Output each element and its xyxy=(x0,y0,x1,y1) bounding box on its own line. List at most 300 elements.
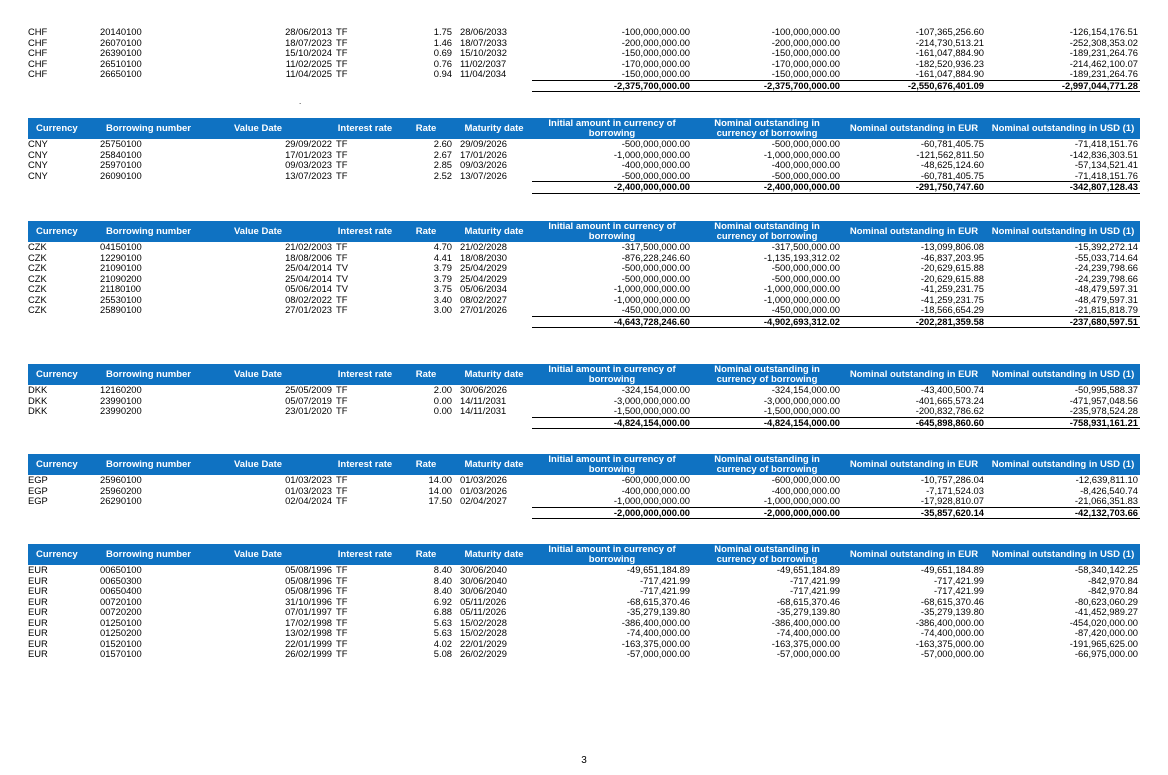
table-cell: 25960200 xyxy=(100,485,142,496)
table-row xyxy=(28,597,1140,608)
table-cell: -189,231,264.76 xyxy=(1069,69,1138,79)
total-cell: -237,680,597.51 xyxy=(986,316,1140,328)
table-cell: -68,615,370.46 xyxy=(626,596,690,607)
table-cell: -252,308,353.02 xyxy=(1069,37,1138,48)
column-header: Currency xyxy=(28,118,98,139)
empty-cell xyxy=(334,316,396,328)
total-row xyxy=(28,316,1140,328)
total-row xyxy=(28,507,1140,519)
table-cell: -43,400,500.74 xyxy=(920,385,984,395)
table-cell: -163,375,000.00 xyxy=(621,638,690,649)
column-header: Nominal outstanding in EUR xyxy=(842,364,986,385)
table-cell: -170,000,000.00 xyxy=(771,58,840,69)
table-cell: 15/10/2024 xyxy=(285,48,332,58)
table-cell: 26/02/2029 xyxy=(460,649,507,659)
table-cell: -214,730,513.21 xyxy=(915,37,984,48)
table-cell: -1,000,000,000.00 xyxy=(613,284,690,294)
table-cell: -50,995,588.37 xyxy=(1074,385,1138,395)
column-header: Rate xyxy=(396,544,456,565)
table-cell: -1,000,000,000.00 xyxy=(763,149,840,160)
table-cell: 01/03/2026 xyxy=(460,475,507,485)
table-cell: -876,228,246.60 xyxy=(621,252,690,263)
table-cell: -3,000,000,000.00 xyxy=(613,395,690,406)
table-cell: -17,928,810.07 xyxy=(920,496,984,506)
table-cell: 26070100 xyxy=(100,37,142,48)
empty-cell xyxy=(98,507,226,519)
table-row xyxy=(28,27,1140,38)
table-cell: -400,000,000.00 xyxy=(621,485,690,496)
table-row xyxy=(28,565,1140,576)
table-cell: TF xyxy=(336,305,348,316)
total-cell: -2,000,000,000.00 xyxy=(532,507,692,519)
table-cell: -200,832,786.62 xyxy=(915,406,984,416)
total-cell: -645,898,860.60 xyxy=(842,417,986,429)
empty-cell xyxy=(396,417,456,429)
table-row xyxy=(28,139,1140,150)
table-cell: 11/04/2034 xyxy=(460,69,507,80)
table-cell: 17/02/1998 xyxy=(285,617,332,628)
total-cell: -4,643,728,246.60 xyxy=(532,316,692,328)
table-cell: 0.00 xyxy=(433,406,452,417)
table-cell: 30/06/2040 xyxy=(460,586,507,596)
column-header: Initial amount in currency of borrowing xyxy=(532,221,692,242)
table-row xyxy=(28,607,1140,618)
table-cell: 17/01/2023 xyxy=(285,149,332,160)
column-header: Nominal outstanding in USD (1) xyxy=(986,544,1140,565)
table-cell: 2.67 xyxy=(433,149,452,160)
empty-cell xyxy=(226,80,334,92)
table-cell: -49,651,184.89 xyxy=(776,565,840,575)
table-cell: -500,000,000.00 xyxy=(771,170,840,181)
table-cell: 04150100 xyxy=(100,242,142,252)
table-cell: 31/10/1996 xyxy=(285,596,332,607)
empty-cell xyxy=(396,316,456,328)
table-cell: DKK xyxy=(28,406,48,417)
table-cell: -717,421.99 xyxy=(933,575,984,586)
table-cell: -500,000,000.00 xyxy=(621,273,690,284)
table-cell: -600,000,000.00 xyxy=(771,475,840,485)
table-cell: -55,033,714.64 xyxy=(1074,252,1138,263)
table-cell: -49,651,184.89 xyxy=(626,565,690,575)
table-cell: -41,259,231.75 xyxy=(920,294,984,305)
table-cell: TF xyxy=(336,149,348,160)
column-header: Rate xyxy=(396,364,456,385)
column-header: Nominal outstanding in USD (1) xyxy=(986,118,1140,139)
column-header: Nominal outstanding in currency of borrowing xyxy=(692,544,842,565)
table-cell: -500,000,000.00 xyxy=(621,139,690,149)
empty-cell xyxy=(334,417,396,429)
table-cell: EUR xyxy=(28,628,48,638)
table-cell: -150,000,000.00 xyxy=(621,69,690,79)
table-cell: -842,970.84 xyxy=(1087,575,1138,586)
column-header: Maturity date xyxy=(456,364,532,385)
table-cell: TF xyxy=(336,160,348,170)
table-cell: 2.00 xyxy=(433,385,452,395)
table-cell: 26650100 xyxy=(100,69,142,80)
table-cell: 01/03/2026 xyxy=(460,485,507,496)
table-cell: -35,279,139.80 xyxy=(776,607,840,617)
table-cell: 30/06/2040 xyxy=(460,575,507,586)
table-cell: TF xyxy=(336,628,348,638)
table-cell: -48,479,597.31 xyxy=(1074,284,1138,294)
table-cell: TF xyxy=(336,575,348,586)
table-cell: TF xyxy=(336,27,348,37)
table-cell: TF xyxy=(336,170,348,181)
table-cell: CNY xyxy=(28,160,48,170)
table-cell: 18/07/2033 xyxy=(460,37,507,48)
section-eur xyxy=(28,544,1140,660)
empty-cell xyxy=(226,182,334,194)
table-cell: 29/09/2026 xyxy=(460,139,507,149)
table-cell: -1,000,000,000.00 xyxy=(763,496,840,506)
table-cell: 28/06/2013 xyxy=(285,27,332,37)
table-row xyxy=(28,253,1140,264)
column-header: Interest rate xyxy=(334,221,396,242)
table-cell: 12160200 xyxy=(100,385,142,395)
column-header: Borrowing number xyxy=(98,454,226,475)
empty-cell xyxy=(456,417,532,429)
column-header: Interest rate xyxy=(334,544,396,565)
table-cell: -87,420,000.00 xyxy=(1074,628,1138,638)
table-cell: -1,500,000,000.00 xyxy=(763,406,840,416)
table-cell: -200,000,000.00 xyxy=(621,37,690,48)
section-chf xyxy=(28,27,1140,92)
table-cell: -121,562,811.50 xyxy=(916,149,984,160)
table-chf xyxy=(28,27,1140,92)
table-cell: -471,957,048.56 xyxy=(1069,395,1138,406)
total-cell: -4,824,154,000.00 xyxy=(692,417,842,429)
table-cell: TF xyxy=(336,37,348,48)
table-cell: 4.41 xyxy=(433,252,452,263)
table-cell: TF xyxy=(336,406,348,417)
table-cell: TF xyxy=(336,242,348,252)
table-row xyxy=(28,649,1140,660)
table-cell: 2.52 xyxy=(433,170,452,181)
table-cell: 23990200 xyxy=(100,406,142,417)
table-cell: -57,000,000.00 xyxy=(920,649,984,659)
section-dkk xyxy=(28,364,1140,429)
column-header: Nominal outstanding in currency of borrowing xyxy=(692,118,842,139)
total-cell: -2,550,676,401.09 xyxy=(842,80,986,92)
table-cell: 22/01/2029 xyxy=(460,638,507,649)
table-cell: 17/01/2026 xyxy=(460,149,507,160)
column-header: Borrowing number xyxy=(98,364,226,385)
column-header: Currency xyxy=(28,364,98,385)
table-cell: CHF xyxy=(28,27,48,37)
table-cell: -80,623,060.29 xyxy=(1074,596,1138,607)
table-cell: -126,154,176.51 xyxy=(1069,27,1138,37)
table-cell: 8.40 xyxy=(433,565,452,575)
table-cell: 20140100 xyxy=(100,27,142,37)
table-row xyxy=(28,171,1140,182)
table-eur xyxy=(28,544,1140,660)
table-cell: -68,615,370.46 xyxy=(920,596,984,607)
table-cell: 6.92 xyxy=(433,596,452,607)
table-cell: -717,421.99 xyxy=(639,586,690,596)
table-cell: -235,978,524.28 xyxy=(1069,406,1138,416)
table-cell: EUR xyxy=(28,617,48,628)
total-cell: -4,824,154,000.00 xyxy=(532,417,692,429)
table-cell: 08/02/2027 xyxy=(460,294,507,305)
table-cell: -1,000,000,000.00 xyxy=(763,294,840,305)
table-cell: 26510100 xyxy=(100,58,142,69)
table-cell: 18/07/2023 xyxy=(285,37,332,48)
total-cell: -42,132,703.66 xyxy=(986,507,1140,519)
table-cell: TF xyxy=(336,69,348,80)
table-cell: -450,000,000.00 xyxy=(771,305,840,315)
column-header: Currency xyxy=(28,544,98,565)
table-cell: -48,625,124.60 xyxy=(920,160,984,170)
table-cell: 8.40 xyxy=(433,586,452,596)
table-row xyxy=(28,385,1140,396)
table-cell: -500,000,000.00 xyxy=(771,273,840,284)
table-cell: -74,400,000.00 xyxy=(776,628,840,638)
table-cell: 11/04/2025 xyxy=(285,69,332,80)
table-cell: 21090200 xyxy=(100,273,142,284)
column-header: Nominal outstanding in USD (1) xyxy=(986,454,1140,475)
table-row xyxy=(28,396,1140,407)
table-cell: 0.76 xyxy=(433,58,452,69)
table-dkk xyxy=(28,364,1140,429)
table-cell: -386,400,000.00 xyxy=(915,617,984,628)
table-cell: -18,566,654.29 xyxy=(920,305,984,315)
table-row xyxy=(28,576,1140,587)
table-cell: -150,000,000.00 xyxy=(771,69,840,79)
table-cell: -41,452,989.27 xyxy=(1074,607,1138,617)
table-cell: -317,500,000.00 xyxy=(771,242,840,252)
empty-cell xyxy=(98,182,226,194)
section-egp xyxy=(28,454,1140,519)
table-cell: 14.00 xyxy=(428,485,452,496)
column-header: Rate xyxy=(396,454,456,475)
table-cell: 25/04/2029 xyxy=(460,263,507,273)
table-cell: -7,171,524.03 xyxy=(926,485,984,496)
column-header: Currency xyxy=(28,454,98,475)
total-row xyxy=(28,417,1140,429)
total-cell: -2,375,700,000.00 xyxy=(692,80,842,92)
total-cell: -2,000,000,000.00 xyxy=(692,507,842,519)
table-cell: CZK xyxy=(28,252,47,263)
table-cell: -24,239,798.66 xyxy=(1074,263,1138,273)
table-cell: -161,047,884.90 xyxy=(915,48,984,58)
table-cell: 23/01/2020 xyxy=(285,406,332,417)
column-header: Interest rate xyxy=(334,364,396,385)
table-cell: 25840100 xyxy=(100,149,142,160)
table-cell: -100,000,000.00 xyxy=(771,27,840,37)
table-cell: 21/02/2028 xyxy=(460,242,507,252)
table-cell: 25/04/2014 xyxy=(285,273,332,284)
table-cell: 18/08/2006 xyxy=(285,252,332,263)
table-cell: 25960100 xyxy=(100,475,142,485)
table-cell: 3.79 xyxy=(433,263,452,273)
table-cell: TF xyxy=(336,565,348,575)
column-header: Borrowing number xyxy=(98,544,226,565)
table-cell: 25890100 xyxy=(100,305,142,316)
table-row xyxy=(28,618,1140,629)
table-cell: -1,000,000,000.00 xyxy=(613,496,690,506)
table-cell: TF xyxy=(336,58,348,69)
table-cell: 27/01/2026 xyxy=(460,305,507,316)
table-cell: 00650100 xyxy=(100,565,142,575)
table-row xyxy=(28,305,1140,316)
table-cell: 27/01/2023 xyxy=(285,305,332,316)
table-cell: EUR xyxy=(28,575,48,586)
table-cell: 8.40 xyxy=(433,575,452,586)
table-cell: TF xyxy=(336,385,348,395)
table-cell: TV xyxy=(336,284,348,294)
table-row xyxy=(28,406,1140,417)
table-cell: -163,375,000.00 xyxy=(915,638,984,649)
table-cell: -214,462,100.07 xyxy=(1069,58,1138,69)
table-cell: 09/03/2023 xyxy=(285,160,332,170)
table-cell: TF xyxy=(336,607,348,617)
table-cell: TV xyxy=(336,263,348,273)
table-cell: -401,665,573.24 xyxy=(915,395,984,406)
table-cell: 01250100 xyxy=(100,617,142,628)
empty-cell xyxy=(396,182,456,194)
table-cell: 13/07/2026 xyxy=(460,170,507,181)
table-cell: 05/06/2034 xyxy=(460,284,507,294)
total-cell: -2,997,044,771.28 xyxy=(986,80,1140,92)
total-cell: -202,281,359.58 xyxy=(842,316,986,328)
column-header: Nominal outstanding in EUR xyxy=(842,454,986,475)
table-cell: CZK xyxy=(28,242,47,252)
table-cell: 05/08/1996 xyxy=(285,586,332,596)
table-cell: 0.94 xyxy=(433,69,452,80)
table-cell: -317,500,000.00 xyxy=(621,242,690,252)
table-cell: 25/04/2014 xyxy=(285,263,332,273)
table-cell: 1.46 xyxy=(433,37,452,48)
table-cell: EGP xyxy=(28,496,48,507)
empty-cell xyxy=(28,80,98,92)
table-cell: EUR xyxy=(28,586,48,596)
table-cell: 29/09/2022 xyxy=(285,139,332,149)
table-cell: -142,836,303.51 xyxy=(1069,149,1138,160)
table-cell: TF xyxy=(336,649,348,659)
table-cell: 26290100 xyxy=(100,496,142,507)
table-cell: 11/02/2025 xyxy=(285,58,332,69)
table-cell: -324,154,000.00 xyxy=(621,385,690,395)
table-cell: -1,000,000,000.00 xyxy=(613,149,690,160)
table-cell: -600,000,000.00 xyxy=(621,475,690,485)
table-cell: DKK xyxy=(28,385,48,395)
table-cell: 5.08 xyxy=(433,649,452,659)
table-cell: 5.63 xyxy=(433,617,452,628)
table-cell: -1,135,193,312.02 xyxy=(763,252,840,263)
table-cell: 5.63 xyxy=(433,628,452,638)
table-cell: -21,815,818.79 xyxy=(1074,305,1138,315)
table-cell: TF xyxy=(336,252,348,263)
column-header: Borrowing number xyxy=(98,221,226,242)
empty-cell xyxy=(456,80,532,92)
column-header: Interest rate xyxy=(334,454,396,475)
table-cell: 21180100 xyxy=(100,284,142,294)
table-cell: 05/11/2026 xyxy=(460,607,507,617)
table-cell: CZK xyxy=(28,284,47,294)
table-cell: -324,154,000.00 xyxy=(771,385,840,395)
table-cell: EUR xyxy=(28,596,48,607)
table-cell: CZK xyxy=(28,263,47,273)
table-cell: 08/02/2022 xyxy=(285,294,332,305)
table-cell: -454,020,000.00 xyxy=(1069,617,1138,628)
table-cell: 01570100 xyxy=(100,649,142,659)
table-cell: -24,239,798.66 xyxy=(1074,273,1138,284)
table-cell: -3,000,000,000.00 xyxy=(763,395,840,406)
table-cell: EUR xyxy=(28,565,48,575)
table-cell: -60,781,405.75 xyxy=(920,170,984,181)
table-cell: -68,615,370.46 xyxy=(776,596,840,607)
column-header: Nominal outstanding in USD (1) xyxy=(986,364,1140,385)
table-cell: -74,400,000.00 xyxy=(626,628,690,638)
column-header: Nominal outstanding in currency of borrowing xyxy=(692,221,842,242)
table-row xyxy=(28,284,1140,295)
table-row xyxy=(28,496,1140,507)
table-cell: -13,099,806.08 xyxy=(920,242,984,252)
table-cell: 26390100 xyxy=(100,48,142,58)
table-cell: -100,000,000.00 xyxy=(621,27,690,37)
table-cell: -163,375,000.00 xyxy=(771,638,840,649)
table-cell: -49,651,184.89 xyxy=(920,565,984,575)
column-header: Maturity date xyxy=(456,221,532,242)
column-header: Initial amount in currency of borrowing xyxy=(532,454,692,475)
empty-cell xyxy=(226,507,334,519)
table-cell: TF xyxy=(336,638,348,649)
table-cell: 25/05/2009 xyxy=(285,385,332,395)
table-cell: -74,400,000.00 xyxy=(920,628,984,638)
column-header: Rate xyxy=(396,118,456,139)
empty-cell xyxy=(98,417,226,429)
table-cell: EGP xyxy=(28,475,48,485)
table-cell: 05/07/2019 xyxy=(285,395,332,406)
table-cell: -1,000,000,000.00 xyxy=(763,284,840,294)
column-header: Maturity date xyxy=(456,118,532,139)
column-header: Nominal outstanding in EUR xyxy=(842,544,986,565)
table-cell: 01/03/2023 xyxy=(285,475,332,485)
table-row xyxy=(28,475,1140,486)
stray-dot: . xyxy=(299,97,302,106)
table-row xyxy=(28,486,1140,497)
table-czk xyxy=(28,221,1140,328)
column-header: Currency xyxy=(28,221,98,242)
header-row xyxy=(28,221,1140,242)
table-cell: -500,000,000.00 xyxy=(621,263,690,273)
table-cell: TF xyxy=(336,485,348,496)
table-row xyxy=(28,628,1140,639)
table-cell: 21090100 xyxy=(100,263,142,273)
table-cell: TF xyxy=(336,139,348,149)
table-cell: -717,421.99 xyxy=(933,586,984,596)
column-header: Nominal outstanding in USD (1) xyxy=(986,221,1140,242)
table-cell: TV xyxy=(336,273,348,284)
table-cell: -71,418,151.76 xyxy=(1074,170,1138,181)
total-cell: -2,375,700,000.00 xyxy=(532,80,692,92)
table-cell: -57,134,521.41 xyxy=(1074,160,1138,170)
table-cell: 15/02/2028 xyxy=(460,617,507,628)
table-cell: 00720200 xyxy=(100,607,142,617)
table-row xyxy=(28,295,1140,306)
total-cell: -2,400,000,000.00 xyxy=(532,182,692,194)
column-header: Nominal outstanding in EUR xyxy=(842,118,986,139)
column-header: Rate xyxy=(396,221,456,242)
table-cell: 05/11/2026 xyxy=(460,596,507,607)
table-cell: 05/06/2014 xyxy=(285,284,332,294)
table-cell: 13/07/2023 xyxy=(285,170,332,181)
column-header: Value Date xyxy=(226,364,334,385)
table-cell: CNY xyxy=(28,149,48,160)
table-cell: -182,520,936.23 xyxy=(915,58,984,69)
table-cell: -41,259,231.75 xyxy=(920,284,984,294)
table-row xyxy=(28,274,1140,285)
